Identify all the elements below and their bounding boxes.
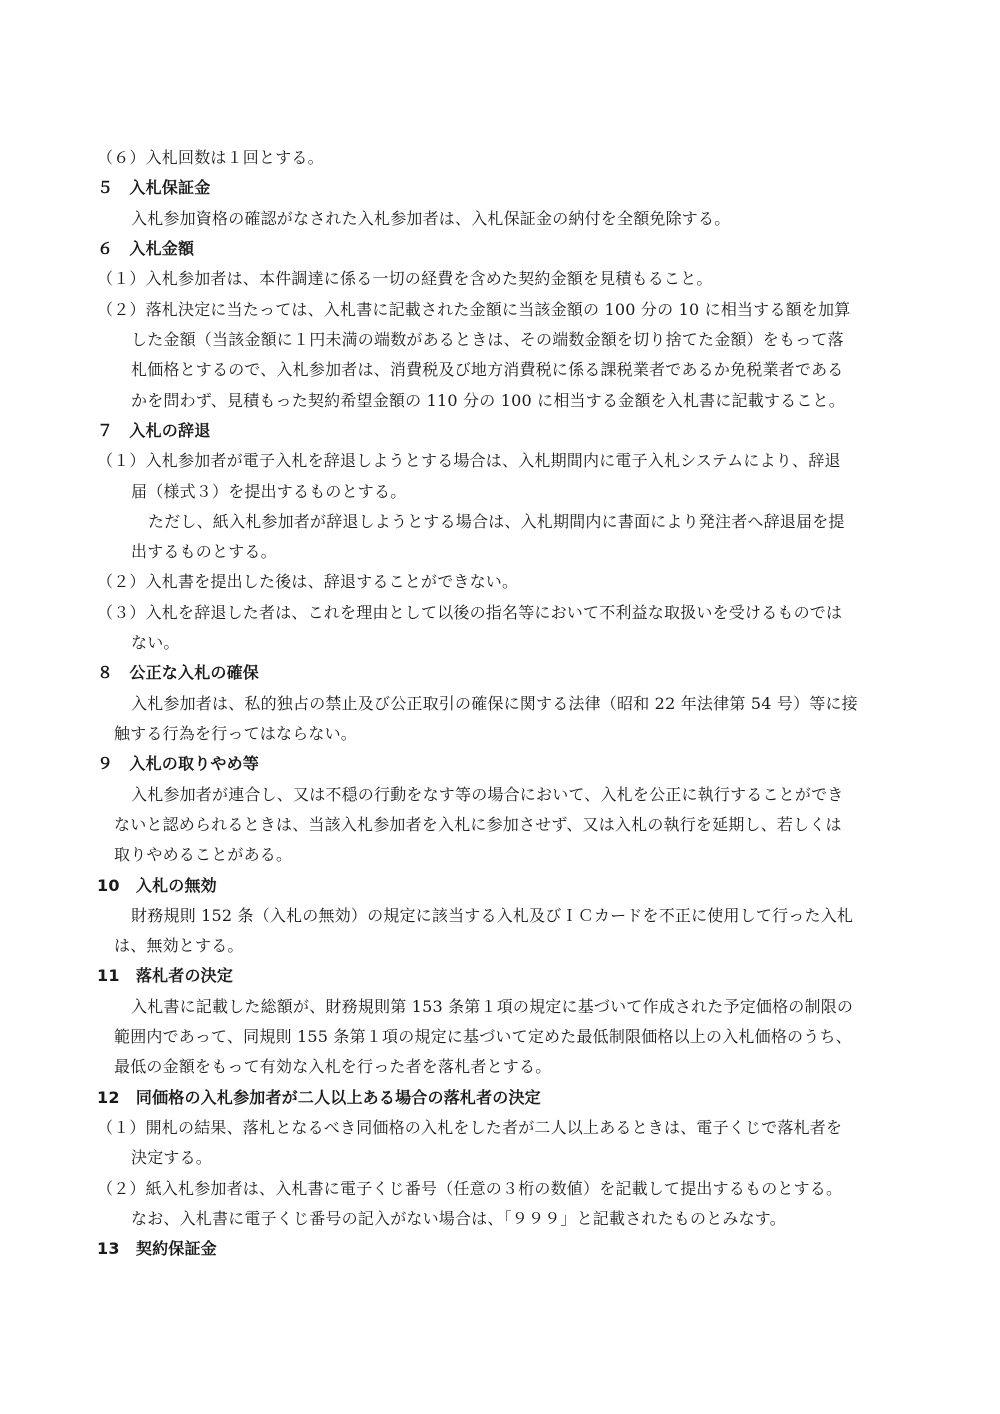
text-line: 入札参加資格の確認がなされた入札参加者は、入札保証金の納付を全額免除する。: [131, 209, 731, 228]
text-line: 最低の金額をもって有効な入札を行った者を落札者とする。: [114, 1057, 552, 1076]
section-heading: ５ 入札保証金: [97, 178, 211, 197]
text-line: 札価格とするので、入札参加者は、消費税及び地方消費税に係る課税業者であるか免税業者である: [131, 360, 844, 379]
text-line: 決定する。: [131, 1148, 213, 1167]
text-line: （２）紙入札参加者は、入札書に電子くじ番号（任意の３桁の数値）を記載して提出するものとする。: [97, 1179, 843, 1198]
text-line: 入札参加者が連合し、又は不穏の行動をなす等の場合において、入札を公正に執行することができ: [131, 785, 844, 804]
text-line: 範囲内であって、同規則 155 条第１項の規定に基づいて定めた最低制限価格以上の入札価格のうち、: [114, 1027, 852, 1046]
text-line: 届（様式３）を提出するものとする。: [131, 482, 407, 501]
text-line: ただし、紙入札参加者が辞退しようとする場合は、入札期間内に書面により発注者へ辞退届を提: [148, 512, 845, 531]
section-heading: ９ 入札の取りやめ等: [97, 754, 260, 773]
section-heading: 10 入札の無効: [97, 876, 217, 895]
text-line: （６）入札回数は１回とする。: [97, 148, 324, 167]
text-line: 入札書に記載した総額が、財務規則第 153 条第１項の規定に基づいて作成された予定価格の制限の: [131, 997, 854, 1016]
section-heading: ７ 入札の辞退: [97, 421, 211, 440]
text-line: ない。: [131, 633, 180, 652]
section-heading: ６ 入札金額: [97, 239, 195, 258]
text-line: 入札参加者は、私的独占の禁止及び公正取引の確保に関する法律（昭和 22 年法律第 54 号）等に接: [131, 694, 858, 713]
text-line: （１）入札参加者が電子入札を辞退しようとする場合は、入札期間内に電子入札システムにより、辞退: [97, 451, 841, 470]
text-line: 財務規則 152 条（入札の無効）の規定に該当する入札及びＩＣカードを不正に使用して行った入札: [131, 906, 854, 925]
section-heading: 13 契約保証金: [97, 1239, 217, 1258]
text-line: は、無効とする。: [114, 936, 244, 955]
text-line: （１）入札参加者は、本件調達に係る一切の経費を含めた契約金額を見積もること。: [97, 269, 713, 288]
text-line: 触する行為を行ってはならない。: [114, 724, 358, 743]
text-line: （３）入札を辞退した者は、これを理由として以後の指名等において不利益な取扱いを受けるものでは: [97, 603, 843, 622]
text-line: （２）入札書を提出した後は、辞退することができない。: [97, 572, 519, 591]
text-line: ないと認められるときは、当該入札参加者を入札に参加させず、又は入札の執行を延期し、若しくは: [114, 815, 842, 834]
section-heading: 12 同価格の入札参加者が二人以上ある場合の落札者の決定: [97, 1088, 541, 1107]
text-line: （１）開札の結果、落札となるべき同価格の入札をした者が二人以上あるときは、電子くじで落札者を: [97, 1118, 843, 1137]
text-line: （２）落札決定に当たっては、入札書に記載された金額に当該金額の 100 分の 10 に相当する額を加算: [97, 300, 851, 319]
text-line: 取りやめることがある。: [114, 845, 293, 864]
text-line: なお、入札書に電子くじ番号の記入がない場合は、「９９９」と記載されたものとみなす。: [131, 1209, 786, 1228]
text-line: かを問わず、見積もった契約希望金額の 110 分の 100 に相当する金額を入札書に記載すること。: [131, 391, 845, 410]
text-line: 出するものとする。: [131, 542, 277, 561]
section-heading: 11 落札者の決定: [97, 966, 234, 985]
section-heading: ８ 公正な入札の確保: [97, 663, 260, 682]
text-line: した金額（当該金額に１円未満の端数があるときは、その端数金額を切り捨てた金額）をもって落: [131, 330, 844, 349]
